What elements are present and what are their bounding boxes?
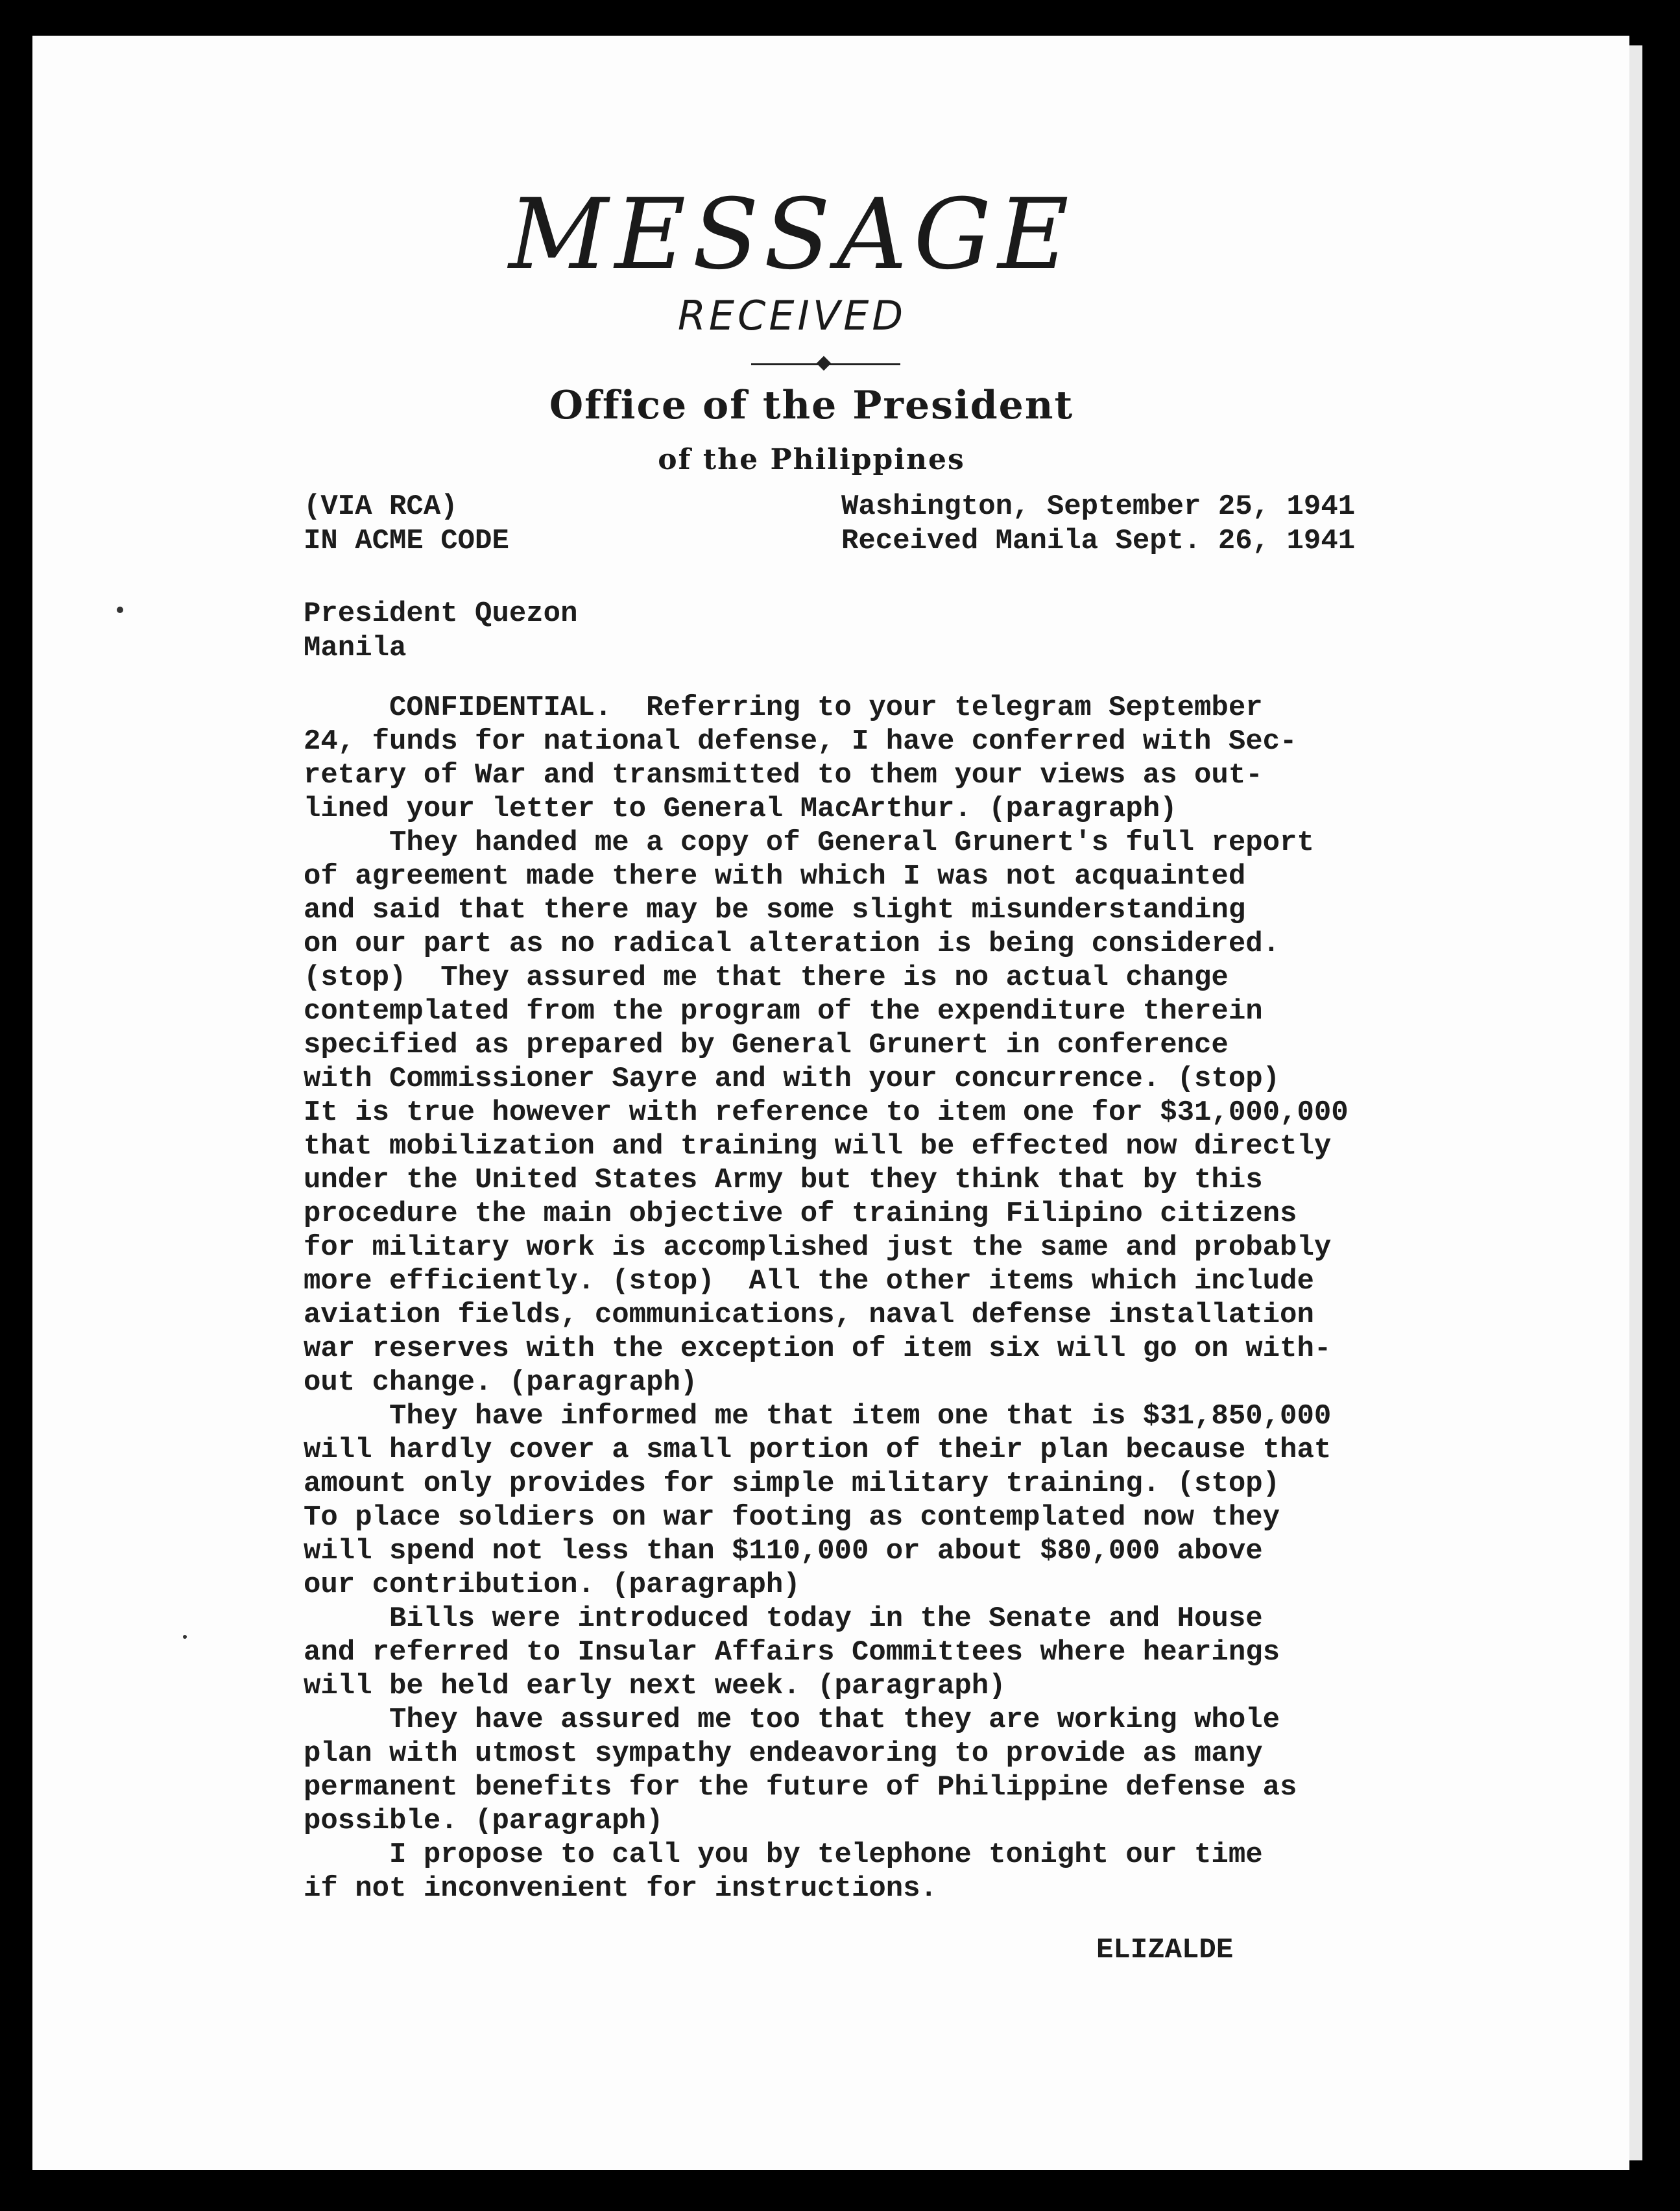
addressee-city: Manila: [304, 632, 407, 664]
body-line: of agreement made there with which I was not acquainted: [304, 860, 1246, 893]
body-line: They handed me a copy of General Grunert's full report: [304, 827, 1314, 859]
body-line: with Commissioner Sayre and with your concurrence. (stop): [304, 1063, 1280, 1095]
body-line: amount only provides for simple military training. (stop): [304, 1468, 1280, 1500]
message-body: [304, 691, 1349, 1905]
body-line: I propose to call you by telephone tonight our time: [304, 1839, 1263, 1871]
letterhead-country: of the Philippines: [658, 443, 965, 476]
body-line: permanent benefits for the future of Philippine defense as: [304, 1771, 1297, 1804]
addressee-name: President Quezon: [304, 598, 578, 630]
signature: ELIZALDE: [1096, 1934, 1234, 1966]
body-line: and said that there may be some slight misunderstanding: [304, 894, 1246, 926]
sent-date: Washington, September 25, 1941: [841, 490, 1356, 523]
routing-via: (VIA RCA): [304, 490, 458, 523]
body-line: lined your letter to General MacArthur. (paragraph): [304, 793, 1177, 825]
body-line: They have informed me that item one that is $31,850,000: [304, 1400, 1332, 1432]
routing-code: IN ACME CODE: [304, 525, 509, 557]
body-line: on our part as no radical alteration is being considered.: [304, 928, 1280, 960]
body-line: out change. (paragraph): [304, 1366, 698, 1399]
body-line: war reserves with the exception of item six will go on with-: [304, 1333, 1332, 1365]
sheet-edge: [1629, 45, 1642, 2160]
body-line: under the United States Army but they think that by this: [304, 1164, 1263, 1196]
body-line: CONFIDENTIAL. Referring to your telegram September: [304, 692, 1263, 724]
letterhead-subtitle: RECEIVED: [677, 292, 907, 339]
body-line: our contribution. (paragraph): [304, 1569, 800, 1601]
body-line: retary of War and transmitted to them your views as out-: [304, 759, 1263, 791]
body-line: procedure the main objective of training Filipino citizens: [304, 1198, 1297, 1230]
body-line: contemplated from the program of the expenditure therein: [304, 995, 1263, 1028]
body-line: aviation fields, communications, naval defense installation: [304, 1299, 1314, 1331]
body-line: It is true however with reference to item one for $31,000,000: [304, 1096, 1349, 1129]
body-line: and referred to Insular Affairs Committees where hearings: [304, 1636, 1280, 1669]
body-line: They have assured me too that they are working whole: [304, 1704, 1280, 1736]
body-line: will spend not less than $110,000 or about $80,000 above: [304, 1535, 1263, 1567]
received-date: Received Manila Sept. 26, 1941: [841, 525, 1356, 557]
stray-mark: [117, 607, 123, 613]
letterhead-title: MESSAGE: [509, 178, 1075, 291]
body-line: that mobilization and training will be effected now directly: [304, 1130, 1332, 1163]
letterhead-office: Office of the President: [549, 383, 1074, 428]
document-page: [32, 36, 1629, 2170]
diamond-ornament-icon: [817, 356, 832, 371]
body-line: if not inconvenient for instructions.: [304, 1872, 937, 1905]
body-line: will be held early next week. (paragraph): [304, 1670, 1006, 1702]
body-line: Bills were introduced today in the Senate and House: [304, 1602, 1263, 1635]
body-line: more efficiently. (stop) All the other items which include: [304, 1265, 1314, 1298]
body-line: (stop) They assured me that there is no actual change: [304, 961, 1229, 994]
body-line: will hardly cover a small portion of their plan because that: [304, 1434, 1332, 1466]
body-line: To place soldiers on war footing as contemplated now they: [304, 1501, 1280, 1534]
body-line: possible. (paragraph): [304, 1805, 664, 1837]
body-line: specified as prepared by General Grunert in conference: [304, 1029, 1229, 1061]
body-line: plan with utmost sympathy endeavoring to provide as many: [304, 1737, 1263, 1770]
body-line: for military work is accomplished just the same and probably: [304, 1231, 1332, 1264]
stray-mark: [183, 1635, 187, 1639]
body-line: 24, funds for national defense, I have conferred with Sec-: [304, 725, 1297, 758]
